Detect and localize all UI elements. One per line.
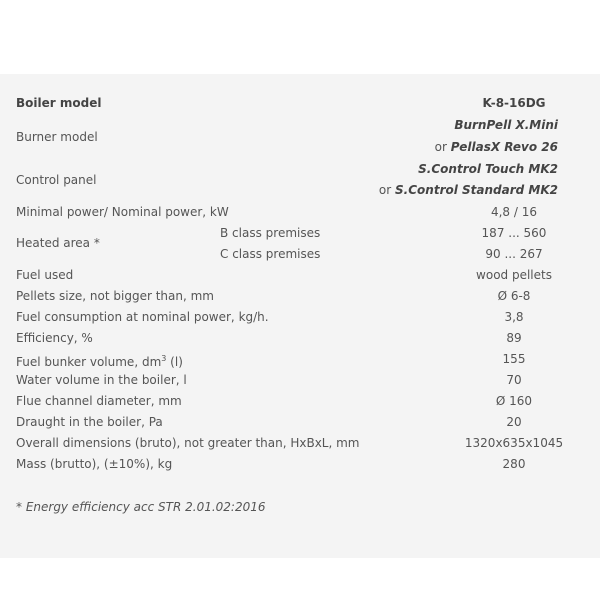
spec-value — [435, 140, 558, 154]
spec-label: Control panel — [16, 173, 97, 187]
spec-value: 4,8 / 16 — [490, 205, 538, 219]
spec-value: 187 ... 560 — [481, 226, 547, 240]
or-text: or — [434, 140, 447, 154]
spec-label: Flue channel diameter, mm — [16, 394, 182, 408]
spec-value: 155 — [502, 352, 526, 366]
spec-label: Heated area * — [16, 236, 100, 250]
spec-value: 3,8 — [504, 310, 524, 324]
spec-label: Draught in the boiler, Pa — [16, 415, 163, 429]
spec-label: Water volume in the boiler, l — [16, 373, 187, 387]
spec-value: 90 ... 267 — [485, 247, 543, 261]
spec-value: BurnPell X.Mini — [454, 118, 558, 132]
spec-value: S.Control Touch MK2 — [418, 162, 558, 176]
spec-label: Overall dimensions (bruto), not greater than, HxBxL, mm — [16, 436, 360, 450]
footnote: * Energy efficiency acc STR 2.01.02:2016 — [16, 500, 266, 514]
spec-value: 20 — [506, 415, 522, 429]
spec-value: Ø 6-8 — [497, 289, 531, 303]
spec-label-sup: 3 — [161, 354, 167, 363]
spec-label: Mass (brutto), (±10%), kg — [16, 457, 173, 471]
spec-label: Efficiency, % — [16, 331, 93, 345]
spec-value-alt: PellasX Revo 26 — [450, 140, 558, 154]
spec-value: Ø 160 — [495, 394, 533, 408]
spec-label-unit: (l) — [166, 355, 183, 369]
spec-label-text: Fuel bunker volume, dm — [16, 355, 162, 369]
spec-value: K-8-16DG — [482, 96, 546, 110]
spec-sublabel: B class premises — [220, 226, 321, 240]
spec-value — [379, 183, 558, 197]
spec-value: wood pellets — [476, 268, 552, 282]
spec-label: Minimal power/ Nominal power, kW — [16, 205, 229, 219]
spec-label: Fuel used — [16, 268, 74, 282]
spec-label: Fuel consumption at nominal power, kg/h. — [16, 310, 269, 324]
spec-value-alt: S.Control Standard MK2 — [395, 183, 558, 197]
spec-label: Boiler model — [16, 96, 102, 110]
spec-label: Pellets size, not bigger than, mm — [16, 289, 214, 303]
or-text: or — [378, 183, 392, 197]
spec-value: 1320x635x1045 — [464, 436, 564, 450]
spec-sublabel: C class premises — [220, 247, 321, 261]
spec-value: 89 — [506, 331, 522, 345]
spec-value: 280 — [502, 457, 526, 471]
spec-value: 70 — [506, 373, 522, 387]
spec-label: Burner model — [16, 130, 98, 144]
spec-label — [16, 352, 183, 369]
